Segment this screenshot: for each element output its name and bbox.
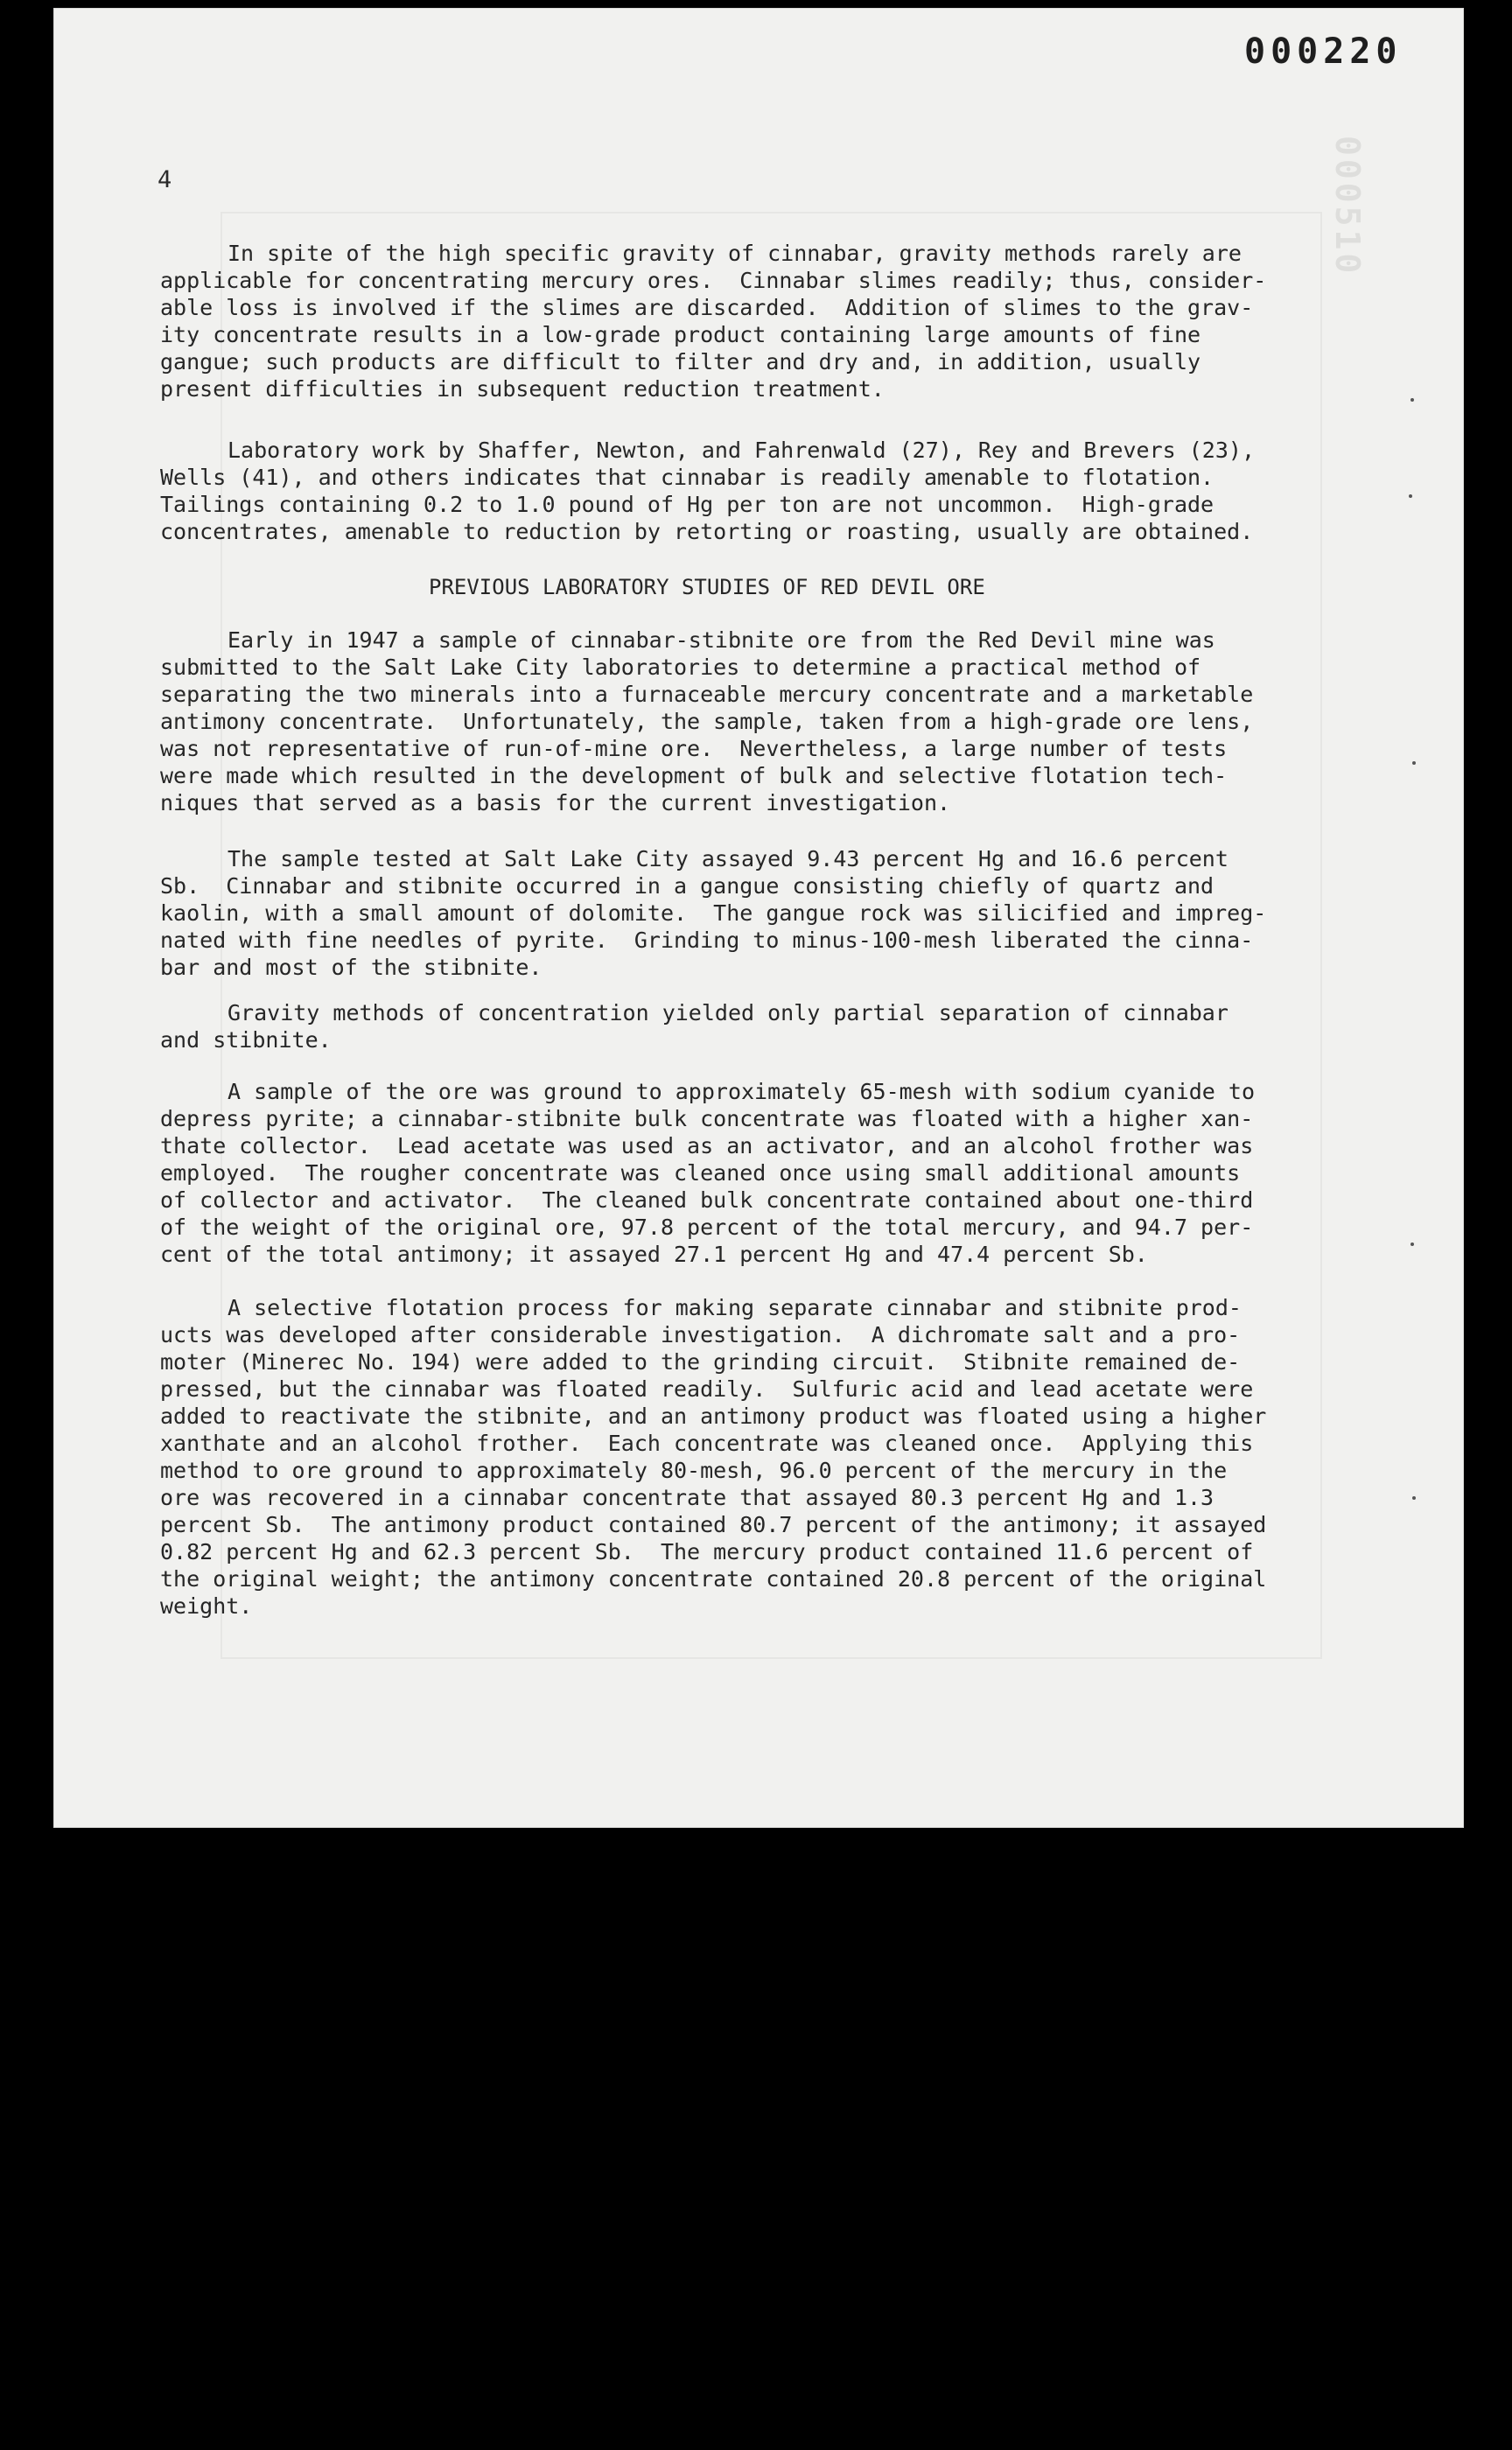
scan-speck xyxy=(1410,398,1414,402)
text-line: applicable for concentrating mercury ores. Cinnabar slimes readily; thus, consider- xyxy=(160,268,1267,293)
text-line: kaolin, with a small amount of dolomite. The gangue rock was silicified and impreg- xyxy=(160,900,1267,926)
page-number: 4 xyxy=(158,166,172,193)
bleed-through-number: 000510 xyxy=(1328,136,1367,277)
text-line: antimony concentrate. Unfortunately, the sample, taken from a high-grade ore lens, xyxy=(160,709,1254,734)
text-line: nated with fine needles of pyrite. Grinding to minus-100-mesh liberated the cinna- xyxy=(160,928,1254,953)
text-line: moter (Minerec No. 194) were added to the grinding circuit. Stibnite remained de- xyxy=(160,1349,1241,1375)
text-line: A selective flotation process for making separate cinnabar and stibnite prod- xyxy=(228,1295,1242,1320)
text-line: present difficulties in subsequent reduction treatment. xyxy=(160,376,885,402)
text-line: cent of the total antimony; it assayed 27.1 percent Hg and 47.4 percent Sb. xyxy=(160,1242,1148,1267)
text-line: able loss is involved if the slimes are discarded. Addition of slimes to the grav- xyxy=(160,295,1254,320)
text-line: submitted to the Salt Lake City laboratories to determine a practical method of xyxy=(160,654,1201,680)
text-line: weight. xyxy=(160,1593,253,1619)
text-line: Laboratory work by Shaffer, Newton, and Fahrenwald (27), Rey and Brevers (23), xyxy=(228,438,1255,463)
text-line: Tailings containing 0.2 to 1.0 pound of Hg per ton are not uncommon. High-grade xyxy=(160,492,1214,517)
text-line: separating the two minerals into a furnaceable mercury concentrate and a marketable xyxy=(160,682,1254,707)
text-line: and stibnite. xyxy=(160,1027,332,1053)
scan-speck xyxy=(1409,494,1412,498)
text-line: of collector and activator. The cleaned bulk concentrate contained about one-third xyxy=(160,1187,1254,1213)
text-line: pressed, but the cinnabar was floated readily. Sulfuric acid and lead acetate were xyxy=(160,1376,1254,1402)
scan-speck xyxy=(1412,761,1416,765)
text-line: were made which resulted in the development of bulk and selective flotation tech- xyxy=(160,763,1228,788)
text-line: bar and most of the stibnite. xyxy=(160,955,542,980)
text-line: gangue; such products are difficult to filter and dry and, in addition, usually xyxy=(160,349,1201,374)
text-line: A sample of the ore was ground to approximately 65-mesh with sodium cyanide to xyxy=(228,1079,1255,1104)
document-number: 000220 xyxy=(1244,32,1403,72)
text-line: employed. The rougher concentrate was cleaned once using small additional amounts xyxy=(160,1160,1241,1186)
text-line: the original weight; the antimony concentrate contained 20.8 percent of the original xyxy=(160,1566,1267,1592)
text-line: method to ore ground to approximately 80-mesh, 96.0 percent of the mercury in the xyxy=(160,1458,1228,1483)
text-line: ore was recovered in a cinnabar concentrate that assayed 80.3 percent Hg and 1.3 xyxy=(160,1485,1214,1510)
scan-speck xyxy=(1410,1242,1414,1246)
text-line: thate collector. Lead acetate was used as an activator, and an alcohol frother was xyxy=(160,1133,1254,1158)
document-page xyxy=(54,9,1463,1827)
text-line: added to reactivate the stibnite, and an antimony product was floated using a higher xyxy=(160,1404,1267,1429)
text-line: Early in 1947 a sample of cinnabar-stibnite ore from the Red Devil mine was xyxy=(228,627,1215,653)
text-line: Gravity methods of concentration yielded only partial separation of cinnabar xyxy=(228,1000,1228,1026)
section-heading: PREVIOUS LABORATORY STUDIES OF RED DEVIL ORE xyxy=(429,575,985,599)
text-line: concentrates, amenable to reduction by retorting or roasting, usually are obtained. xyxy=(160,519,1254,544)
text-line: niques that served as a basis for the current investigation. xyxy=(160,790,951,816)
text-line: depress pyrite; a cinnabar-stibnite bulk concentrate was floated with a higher xan- xyxy=(160,1106,1254,1131)
text-line: of the weight of the original ore, 97.8 percent of the total mercury, and 94.7 per- xyxy=(160,1214,1254,1240)
text-line: ity concentrate results in a low-grade product containing large amounts of fine xyxy=(160,322,1201,347)
text-line: percent Sb. The antimony product contained 80.7 percent of the antimony; it assayed xyxy=(160,1512,1267,1537)
text-line: 0.82 percent Hg and 62.3 percent Sb. The mercury product contained 11.6 percent of xyxy=(160,1539,1254,1564)
text-line: xanthate and an alcohol frother. Each concentrate was cleaned once. Applying this xyxy=(160,1431,1254,1456)
text-line: Wells (41), and others indicates that cinnabar is readily amenable to flotation. xyxy=(160,465,1214,490)
text-line: The sample tested at Salt Lake City assayed 9.43 percent Hg and 16.6 percent xyxy=(228,846,1228,872)
text-line: was not representative of run-of-mine ore. Nevertheless, a large number of tests xyxy=(160,736,1228,761)
text-line: ucts was developed after considerable investigation. A dichromate salt and a pro- xyxy=(160,1322,1241,1348)
text-line: In spite of the high specific gravity of cinnabar, gravity methods rarely are xyxy=(228,241,1242,266)
scan-speck xyxy=(1412,1496,1416,1500)
text-line: Sb. Cinnabar and stibnite occurred in a gangue consisting chiefly of quartz and xyxy=(160,873,1214,899)
